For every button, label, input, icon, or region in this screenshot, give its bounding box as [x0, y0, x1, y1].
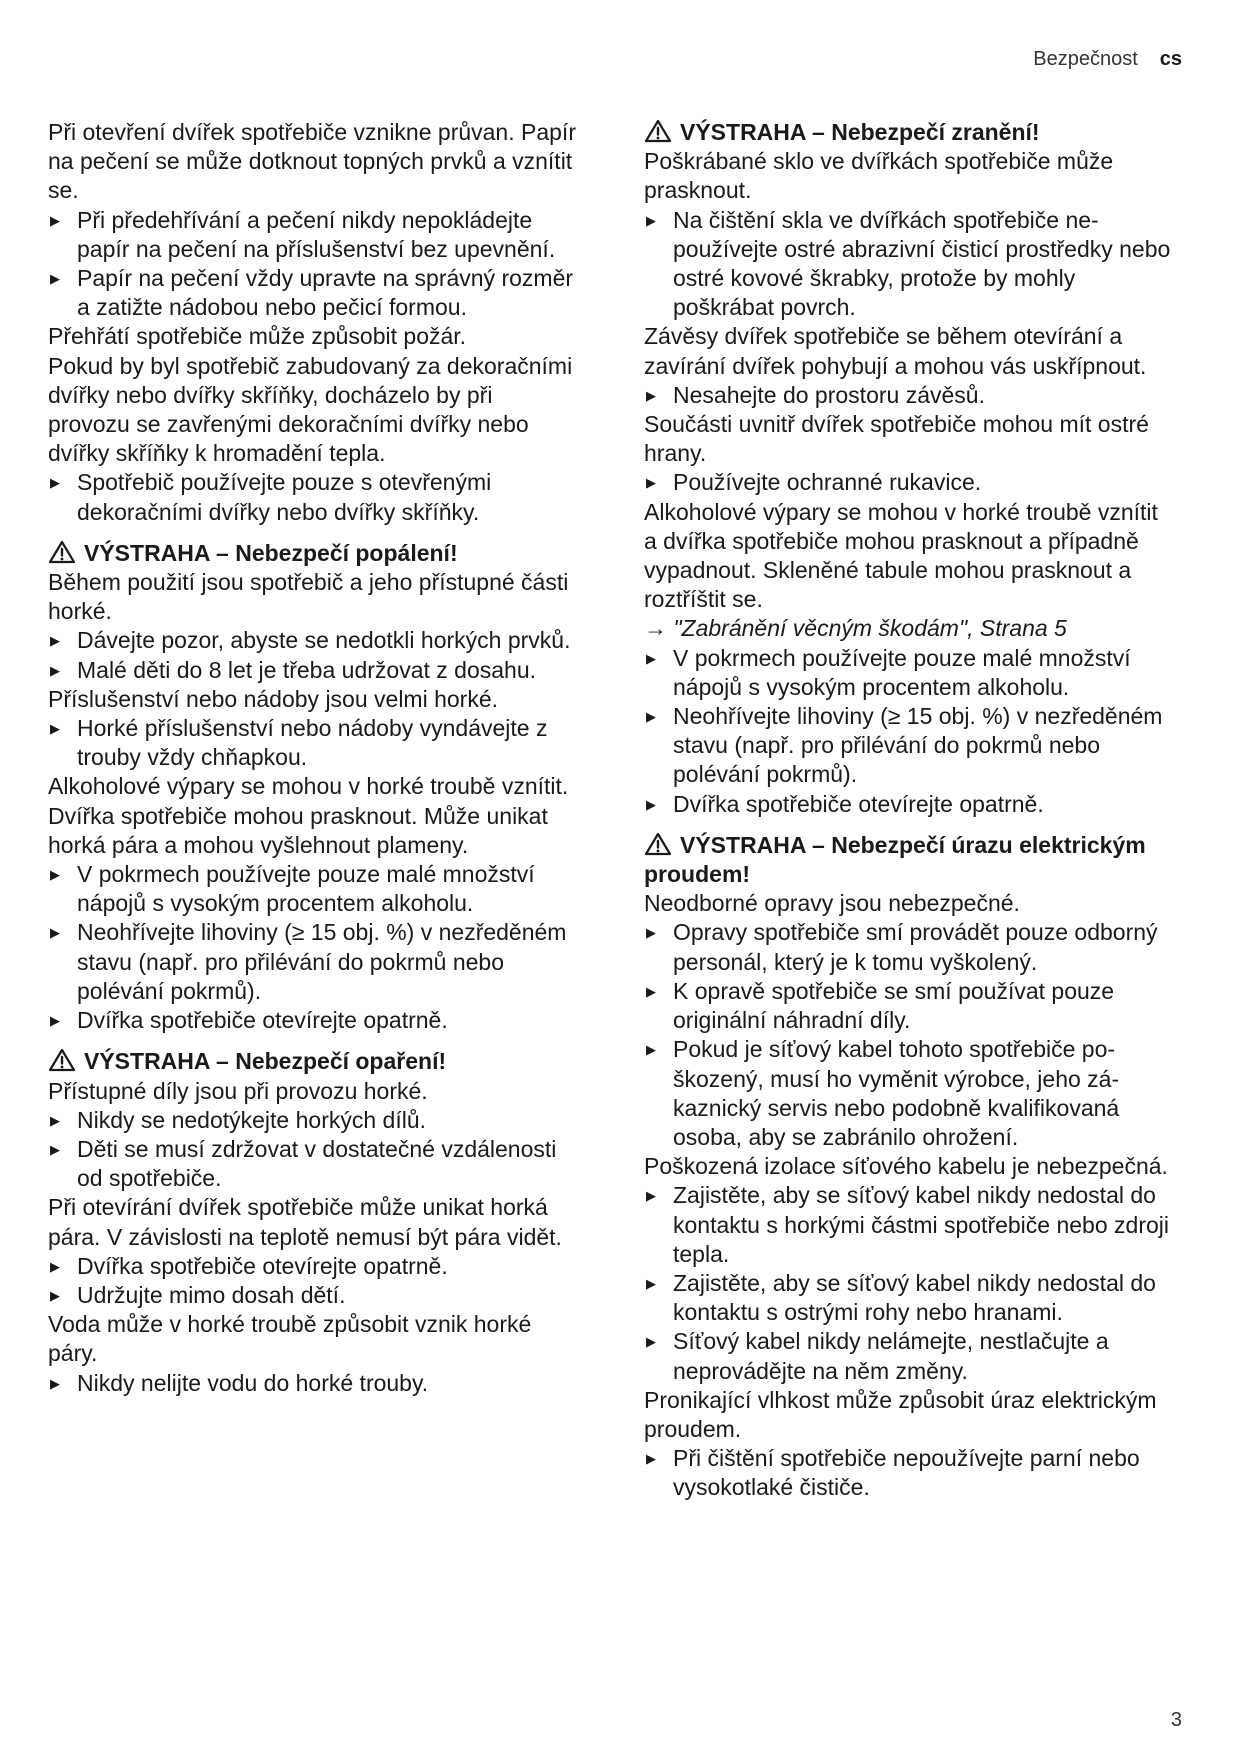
warning-triangle-icon	[48, 1048, 76, 1072]
section-title: Bezpečnost	[1033, 48, 1138, 70]
warning-heading	[644, 831, 1176, 889]
bullet-text: Udržujte mimo dosah dětí.	[77, 1281, 346, 1308]
bullet-text: Neohřívejte lihoviny (≥ 15 obj. %) v nezředěném stavu (např. pro přilévání do pokrmů nebo polévání pokrmů).	[77, 919, 567, 1004]
paragraph: Alkoholové výpary se mohou v horké troubě vznítit a dvířka spotřebiče mohou prasknout a případně vypadnout. Skleněné tabule mohou prasknout a roztříštit se.	[644, 498, 1158, 613]
bullet-icon: ▶	[646, 475, 656, 491]
bullet-icon: ▶	[646, 983, 656, 999]
bullet-text: Dávejte pozor, abyste se nedotkli horkých prvků.	[77, 627, 571, 654]
bullet-text: Horké příslušenství nebo nádoby vyndávejte z trouby vždy chňapkou.	[77, 715, 548, 771]
warning-triangle-icon	[644, 832, 672, 856]
warning-heading	[48, 1047, 580, 1076]
bullet-text: V pokrmech používejte pouze malé množství nápojů s vysokým procentem alkoholu.	[673, 644, 1131, 700]
paragraph: Alkoholové výpary se mohou v horké troubě vznítit. Dvířka spotřebiče mohou prasknout. Může unikat horká pára a mohou vyšlehnout plameny.	[48, 773, 569, 858]
bullet-text: Děti se musí zdržovat v dostatečné vzdálenosti od spotřebiče.	[77, 1135, 557, 1192]
bullet-text: Papír na pečení vždy upravte na správný rozměr a zatižte nádobou nebo pečicí formou.	[77, 265, 574, 321]
bullet-icon: ▶	[50, 1287, 60, 1303]
bullet-item	[48, 1281, 580, 1310]
paragraph: Součásti uvnitř dvířek spotřebiče mohou mít ostré hrany.	[644, 411, 1149, 467]
bullet-text: Malé děti do 8 let je třeba udržovat z dosahu.	[77, 656, 537, 683]
bullet-text: Síťový kabel nikdy nelámejte, nestlačujte a neprovádějte na něm změny.	[673, 1328, 1109, 1384]
paragraph: Voda může v horké troubě způsobit vznik horké páry.	[48, 1311, 532, 1367]
paragraph: Pokud by byl spotřebič zabudovaný za dekoračními dvířky nebo dvířky skříňky, docházelo by při provozu se zavřenými dekoračními dvířky nebo dvířky skříňky k hromadění tepla.	[48, 352, 573, 467]
bullet-icon: ▶	[50, 633, 60, 649]
bullet-item	[644, 790, 1176, 819]
bullet-text: Neohřívejte lihoviny (≥ 15 obj. %) v nezředěném stavu (např. pro přilévání do pokrmů nebo polévání pokrmů).	[673, 703, 1163, 788]
bullet-text: Pokud je síťový kabel tohoto spotřebiče poškozený, musí ho vyměnit výrobce, jeho zákaznický servis nebo podobně kvalifikovaná osoba, aby se zabránilo ohrožení.	[673, 1036, 1120, 1150]
warning-triangle-icon	[644, 119, 672, 143]
bullet-icon: ▶	[50, 721, 60, 737]
bullet-item	[644, 918, 1176, 976]
page-header	[1033, 48, 1182, 71]
paragraph: Závěsy dvířek spotřebiče se během otevírání a zavírání dvířek pohybují a mohou vás uskřípnout.	[644, 323, 1147, 379]
bullet-text: Nesahejte do prostoru závěsů.	[673, 381, 985, 408]
bullet-item	[644, 1327, 1176, 1385]
bullet-item	[48, 1006, 580, 1035]
bullet-item	[644, 468, 1176, 497]
bullet-item	[48, 206, 580, 264]
bullet-item	[48, 468, 580, 526]
bullet-icon: ▶	[50, 1375, 60, 1391]
paragraph: Přehřátí spotřebiče může způsobit požár.	[48, 323, 467, 350]
bullet-text: Spotřebič používejte pouze s otevřenými dekoračními dvířky nebo dvířky skříňky.	[77, 469, 492, 525]
bullet-text: Zajistěte, aby se síťový kabel nikdy nedostal do kontaktu s horkými částmi spotřebiče nebo zdroji tepla.	[673, 1182, 1169, 1267]
bullet-text: Při čištění spotřebiče nepoužívejte parní nebo vysokotlaké čističe.	[673, 1445, 1140, 1501]
bullet-icon: ▶	[646, 796, 656, 812]
paragraph: Pronikající vlhkost může způsobit úraz elektrickým proudem.	[644, 1386, 1157, 1442]
bullet-icon: ▶	[50, 1013, 60, 1029]
bullet-text: V pokrmech používejte pouze malé množství nápojů s vysokým procentem alkoholu.	[77, 861, 535, 917]
paragraph: Poškozená izolace síťového kabelu je nebezpečná.	[644, 1153, 1168, 1180]
bullet-icon: ▶	[646, 650, 656, 666]
bullet-icon: ▶	[50, 867, 60, 883]
bullet-icon: ▶	[50, 1258, 60, 1274]
bullet-icon: ▶	[646, 212, 656, 228]
bullet-item	[644, 381, 1176, 410]
page-number: 3	[1170, 1709, 1182, 1731]
bullet-text: Nikdy se nedotýkejte horkých dílů.	[77, 1106, 427, 1133]
language-code: cs	[1159, 48, 1182, 70]
bullet-item	[48, 918, 580, 1006]
bullet-icon: ▶	[646, 1188, 656, 1204]
bullet-item	[48, 1106, 580, 1135]
bullet-item	[48, 656, 580, 685]
bullet-icon: ▶	[50, 662, 60, 678]
bullet-text: K opravě spotřebiče se smí používat pouze originální náhradní díly.	[673, 977, 1115, 1034]
bullet-icon: ▶	[646, 387, 656, 403]
bullet-icon: ▶	[50, 925, 60, 941]
bullet-item	[48, 1135, 580, 1193]
paragraph: Příslušenství nebo nádoby jsou velmi horké.	[48, 685, 499, 712]
paragraph: Poškrábané sklo ve dvířkách spotřebiče může prasknout.	[644, 148, 1114, 204]
paragraph: Při otevření dvířek spotřebiče vznikne průvan. Papír na pečení se může dotknout topných prvků a vznítit se.	[48, 119, 576, 204]
bullet-text: Nikdy nelijte vodu do horké trouby.	[77, 1369, 429, 1396]
bullet-text: Dvířka spotřebiče otevírejte opatrně.	[673, 790, 1044, 817]
paragraph: Přístupné díly jsou při provozu horké.	[48, 1077, 428, 1104]
bullet-item	[48, 1252, 580, 1281]
bullet-icon: ▶	[50, 1141, 60, 1157]
warning-heading	[48, 539, 580, 568]
bullet-item	[644, 977, 1176, 1035]
bullet-icon: ▶	[50, 1112, 60, 1128]
bullet-item	[644, 702, 1176, 790]
bullet-icon: ▶	[50, 271, 60, 287]
bullet-icon: ▶	[646, 1451, 656, 1467]
bullet-text: Zajistěte, aby se síťový kabel nikdy nedostal do kontaktu s ostrými rohy nebo hranami.	[673, 1269, 1156, 1326]
cross-reference: → "Zabránění věcným škodám", Strana 5	[644, 615, 1067, 642]
bullet-text: Dvířka spotřebiče otevírejte opatrně.	[77, 1007, 448, 1034]
warning-title: VÝSTRAHA – Nebezpečí úrazu elektrickým proudem!	[644, 831, 1146, 888]
right-column	[644, 118, 1176, 1503]
bullet-item	[48, 264, 580, 322]
bullet-icon: ▶	[646, 1042, 656, 1058]
bullet-item	[644, 1269, 1176, 1327]
bullet-icon: ▶	[50, 475, 60, 491]
bullet-item	[644, 206, 1176, 323]
bullet-icon: ▶	[646, 1334, 656, 1350]
bullet-icon: ▶	[646, 709, 656, 725]
bullet-item	[644, 1035, 1176, 1152]
warning-title: VÝSTRAHA – Nebezpečí popálení!	[84, 539, 458, 566]
bullet-item	[644, 1444, 1176, 1502]
bullet-icon: ▶	[646, 1275, 656, 1291]
bullet-text: Dvířka spotřebiče otevírejte opatrně.	[77, 1252, 448, 1279]
bullet-item	[48, 860, 580, 918]
warning-title: VÝSTRAHA – Nebezpečí zranění!	[680, 119, 1040, 145]
bullet-text: Používejte ochranné rukavice.	[673, 469, 982, 496]
warning-title: VÝSTRAHA – Nebezpečí opaření!	[84, 1048, 447, 1075]
left-column	[48, 118, 580, 1398]
bullet-icon: ▶	[646, 925, 656, 941]
warning-triangle-icon	[48, 540, 76, 564]
bullet-icon: ▶	[50, 212, 60, 228]
warning-heading	[644, 118, 1176, 147]
bullet-text: Na čištění skla ve dvířkách spotřebiče nepoužívejte ostré abrazivní čisticí prostředky nebo ostré kovové škrabky, protože by mohly poškrábat povrch.	[673, 206, 1171, 321]
paragraph: Při otevírání dvířek spotřebiče může unikat horká pára. V závislosti na teplotě nemusí být pára vidět.	[48, 1194, 562, 1250]
bullet-item	[48, 626, 580, 655]
bullet-item	[644, 1181, 1176, 1269]
paragraph: Během použití jsou spotřebič a jeho přístupné části horké.	[48, 569, 569, 625]
paragraph: Neodborné opravy jsou nebezpečné.	[644, 890, 1020, 917]
bullet-item	[48, 714, 580, 772]
bullet-item	[48, 1369, 580, 1398]
bullet-text: Opravy spotřebiče smí provádět pouze odborný personál, který je k tomu vyškolený.	[673, 919, 1158, 975]
bullet-item	[644, 644, 1176, 702]
bullet-text: Při předehřívání a pečení nikdy nepokládejte papír na pečení na příslušenství bez upevnění.	[77, 206, 556, 262]
